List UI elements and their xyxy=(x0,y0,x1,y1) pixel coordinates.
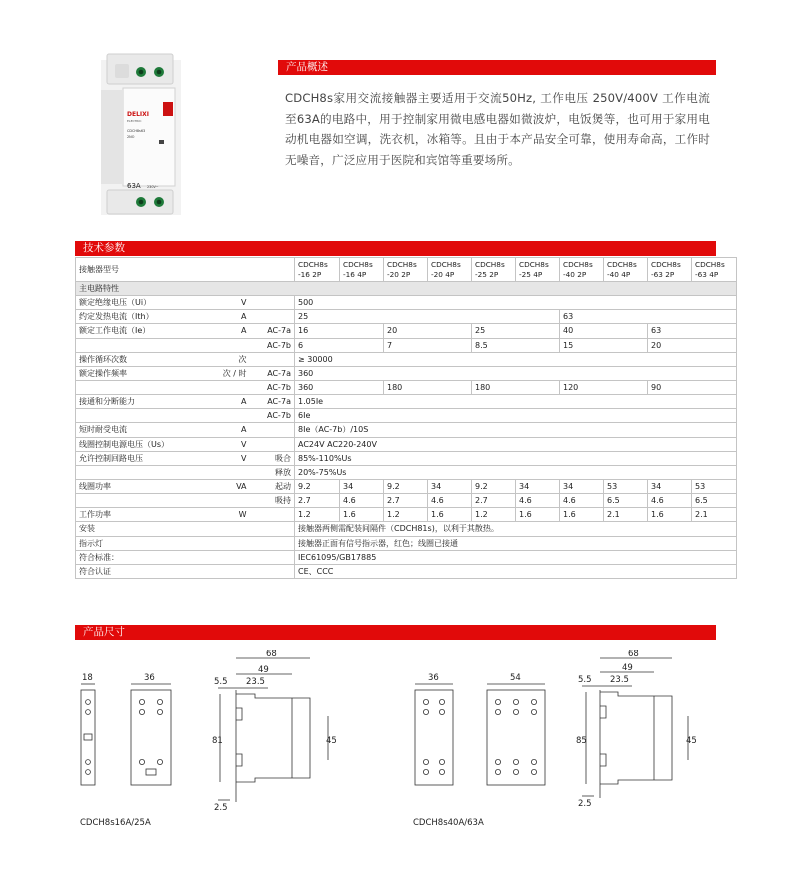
param-condition: 吸合 xyxy=(251,451,295,465)
small-depth-label: 49 xyxy=(258,665,269,675)
small-side-view xyxy=(218,658,328,802)
small-rail-height-label: 45 xyxy=(326,736,337,746)
model-name: CDCH8s xyxy=(343,259,373,269)
overview-title-bar xyxy=(278,60,716,75)
param-label: 额定操作频率 xyxy=(76,366,206,380)
model-variant: -25 2P xyxy=(475,269,499,279)
spec-table xyxy=(75,257,737,579)
spec-title: 技术参数 xyxy=(83,242,125,254)
model-variant: -16 2P xyxy=(298,269,322,279)
spec-row xyxy=(76,395,737,409)
param-condition xyxy=(251,423,295,437)
spec-row xyxy=(76,352,737,366)
model-header xyxy=(604,258,648,282)
overview-text: CDCH8s家用交流接触器主要适用于交流50Hz, 工作电压 250V/400V 工作电流至63A的电路中，用于控制家用微电感电器如微波炉，电饭煲等，也可用于家用电动机电器如空调，洗衣机，冰箱等。且由于本产品安全可靠，使用寿命高，工作时无噪音，广泛应用于医院和宾馆等重要场所。 xyxy=(285,91,710,167)
param-value: 360 xyxy=(295,366,737,380)
dimensions-title: 产品尺寸 xyxy=(83,626,125,638)
param-label: 约定发热电流（Ith） xyxy=(76,310,206,324)
dimensions-title-bar xyxy=(75,625,716,640)
large-total-width-label: 68 xyxy=(628,650,639,659)
param-condition xyxy=(251,508,295,522)
model-name: CDCH8s xyxy=(563,259,593,269)
large-offset-label: 5.5 xyxy=(578,675,592,685)
spec-row xyxy=(76,479,737,493)
param-value: 500 xyxy=(295,296,737,310)
photo-rating: 63A xyxy=(127,182,141,190)
param-value: 9.2 xyxy=(295,479,340,493)
param-value: 63 xyxy=(648,324,737,338)
spec-row xyxy=(76,550,737,564)
param-value: 40 xyxy=(560,324,648,338)
small-front-view xyxy=(81,684,95,785)
spec-row xyxy=(76,536,737,550)
spec-row xyxy=(76,522,737,536)
param-value: ≥ 30000 xyxy=(295,352,737,366)
param-unit xyxy=(206,465,251,479)
model-name: CDCH8s xyxy=(519,259,549,269)
model-header xyxy=(384,258,428,282)
param-value: 1.2 xyxy=(472,508,516,522)
param-condition: AC-7a xyxy=(251,324,295,338)
spec-row xyxy=(76,494,737,508)
param-value: 1.6 xyxy=(340,508,384,522)
param-value: 2.7 xyxy=(384,494,428,508)
param-condition: 释放 xyxy=(251,465,295,479)
spec-row xyxy=(76,338,737,352)
model-header xyxy=(692,258,737,282)
param-value: 1.2 xyxy=(384,508,428,522)
param-label xyxy=(76,338,206,352)
param-condition: AC-7a xyxy=(251,366,295,380)
param-value: 2.1 xyxy=(692,508,737,522)
spec-title-bar xyxy=(75,241,716,256)
param-value: 接触器两侧需配装间隔件（CDCH81s)，以利于其散热。 xyxy=(295,522,737,536)
param-value: 7 xyxy=(384,338,472,352)
model-variant: -40 2P xyxy=(563,269,587,279)
spec-row xyxy=(76,296,737,310)
large-depth-label: 49 xyxy=(622,663,633,673)
param-value: 63 xyxy=(560,310,737,324)
small-front2-width-label: 36 xyxy=(144,673,155,683)
section-title: 主电路特性 xyxy=(76,282,737,296)
spec-row xyxy=(76,310,737,324)
param-unit xyxy=(206,409,251,423)
param-label: 接通和分断能力 xyxy=(76,395,206,409)
param-value: 4.6 xyxy=(560,494,604,508)
model-variant: -20 2P xyxy=(387,269,411,279)
param-value: 4.6 xyxy=(516,494,560,508)
param-label: 额定绝缘电压（Ui） xyxy=(76,296,206,310)
param-condition: 吸持 xyxy=(251,494,295,508)
param-value: 9.2 xyxy=(384,479,428,493)
param-value: CE、CCC xyxy=(295,564,737,578)
param-condition xyxy=(251,550,295,564)
param-value: 90 xyxy=(648,380,737,394)
spec-row xyxy=(76,508,737,522)
model-name: CDCH8s xyxy=(607,259,637,269)
param-value: 20 xyxy=(384,324,472,338)
model-name: CDCH8s xyxy=(695,259,725,269)
model-variant: -20 4P xyxy=(431,269,455,279)
model-name: CDCH8s xyxy=(475,259,505,269)
param-label xyxy=(76,494,206,508)
param-label: 线圈控制电源电压（Us） xyxy=(76,437,206,451)
param-unit: 次 / 时 xyxy=(206,366,251,380)
model-variant: -40 4P xyxy=(607,269,631,279)
model-name: CDCH8s xyxy=(431,259,461,269)
large-front2-width-label: 54 xyxy=(510,673,521,683)
param-label: 工作功率 xyxy=(76,508,206,522)
model-name: CDCH8s xyxy=(298,259,328,269)
large-base-label: 2.5 xyxy=(578,799,592,809)
param-unit: A xyxy=(206,395,251,409)
param-unit: V xyxy=(206,451,251,465)
model-header xyxy=(428,258,472,282)
param-value: 6Ie xyxy=(295,409,737,423)
param-value: 1.2 xyxy=(295,508,340,522)
spec-row xyxy=(76,409,737,423)
param-unit: A xyxy=(206,324,251,338)
param-value: 34 xyxy=(516,479,560,493)
param-value: 20%-75%Us xyxy=(295,465,737,479)
model-variant: -16 4P xyxy=(343,269,367,279)
param-label xyxy=(76,465,206,479)
model-variant: -63 2P xyxy=(651,269,675,279)
model-name: CDCH8s xyxy=(387,259,417,269)
param-unit: A xyxy=(206,310,251,324)
param-value: 4.6 xyxy=(648,494,692,508)
param-unit xyxy=(206,536,251,550)
photo-brand-sub: ELECTRIC xyxy=(127,119,142,123)
param-label xyxy=(76,380,206,394)
param-unit: 次 xyxy=(206,352,251,366)
param-value: 34 xyxy=(560,479,604,493)
param-unit xyxy=(206,338,251,352)
param-unit: V xyxy=(206,437,251,451)
param-value: 85%-110%Us xyxy=(295,451,737,465)
param-condition xyxy=(251,536,295,550)
param-value: 34 xyxy=(648,479,692,493)
param-unit: W xyxy=(206,508,251,522)
large-front-width-label: 36 xyxy=(428,673,439,683)
overview-title: 产品概述 xyxy=(286,61,328,73)
param-value: 180 xyxy=(472,380,560,394)
photo-poles: 2NO xyxy=(127,135,135,139)
small-caption: CDCH8s16A/25A xyxy=(80,818,151,828)
large-side-view xyxy=(582,658,688,798)
model-header xyxy=(516,258,560,282)
param-condition xyxy=(251,310,295,324)
param-value: 8Ie（AC-7b）/10S xyxy=(295,423,737,437)
param-value: 6 xyxy=(295,338,384,352)
param-label: 允许控制回路电压 xyxy=(76,451,206,465)
small-total-width-label: 68 xyxy=(266,650,277,659)
param-value: 15 xyxy=(560,338,648,352)
dimension-drawings xyxy=(70,650,710,830)
large-rail-label: 23.5 xyxy=(610,675,629,685)
model-header xyxy=(560,258,604,282)
param-value: 20 xyxy=(648,338,737,352)
param-unit: A xyxy=(206,423,251,437)
param-value: 2.7 xyxy=(472,494,516,508)
model-header xyxy=(648,258,692,282)
large-front-view-4p xyxy=(487,684,545,785)
spec-row xyxy=(76,564,737,578)
param-value: 2.1 xyxy=(604,508,648,522)
small-height-label: 81 xyxy=(212,736,223,746)
param-condition: AC-7b xyxy=(251,338,295,352)
param-label: 符合标准： xyxy=(76,550,206,564)
param-condition xyxy=(251,522,295,536)
small-front-width-label: 18 xyxy=(82,673,93,683)
param-label: 短时耐受电流 xyxy=(76,423,206,437)
param-condition: 起动 xyxy=(251,479,295,493)
param-label: 线圈功率 xyxy=(76,479,206,493)
param-value: 1.6 xyxy=(428,508,472,522)
param-value: 25 xyxy=(472,324,560,338)
param-label: 操作循环次数 xyxy=(76,352,206,366)
param-condition xyxy=(251,296,295,310)
photo-brand: DELIXI xyxy=(127,111,149,118)
param-label: 安装 xyxy=(76,522,206,536)
model-label: 接触器型号 xyxy=(76,258,295,282)
param-unit xyxy=(206,494,251,508)
photo-model: CDCH8s63 xyxy=(127,129,146,133)
param-condition: AC-7b xyxy=(251,409,295,423)
param-unit xyxy=(206,550,251,564)
spec-row xyxy=(76,324,737,338)
spec-row xyxy=(76,423,737,437)
param-unit xyxy=(206,522,251,536)
spec-row xyxy=(76,437,737,451)
large-front-view xyxy=(415,684,453,785)
model-header xyxy=(340,258,384,282)
large-height-label: 85 xyxy=(576,736,587,746)
param-unit xyxy=(206,380,251,394)
param-value: 1.6 xyxy=(648,508,692,522)
param-value: 2.7 xyxy=(295,494,340,508)
param-value: 4.6 xyxy=(428,494,472,508)
large-rail-height-label: 45 xyxy=(686,736,697,746)
param-unit: V xyxy=(206,296,251,310)
model-header xyxy=(472,258,516,282)
param-label xyxy=(76,409,206,423)
param-value: 6.5 xyxy=(692,494,737,508)
param-value: IEC61095/GB17885 xyxy=(295,550,737,564)
param-value: 180 xyxy=(384,380,472,394)
param-value: 6.5 xyxy=(604,494,648,508)
param-unit xyxy=(206,564,251,578)
spec-row xyxy=(76,451,737,465)
spec-row xyxy=(76,465,737,479)
spec-section-row xyxy=(76,282,737,296)
product-photo xyxy=(95,50,190,222)
param-value: 34 xyxy=(340,479,384,493)
param-value: 53 xyxy=(604,479,648,493)
large-caption: CDCH8s40A/63A xyxy=(413,818,484,828)
param-condition xyxy=(251,564,295,578)
spec-row xyxy=(76,380,737,394)
small-front-view-2p xyxy=(131,684,171,785)
spec-row xyxy=(76,366,737,380)
param-value: 34 xyxy=(428,479,472,493)
model-variant: -25 4P xyxy=(519,269,543,279)
param-value: 4.6 xyxy=(340,494,384,508)
spec-header-row xyxy=(76,258,737,282)
model-header xyxy=(295,258,340,282)
param-condition: AC-7a xyxy=(251,395,295,409)
param-value: 16 xyxy=(295,324,384,338)
small-base-label: 2.5 xyxy=(214,803,228,813)
param-value: 接触器正面有信号指示器，红色；线圈已接通 xyxy=(295,536,737,550)
small-offset-label: 5.5 xyxy=(214,677,228,687)
param-value: 8.5 xyxy=(472,338,560,352)
photo-voltage: 230V~ xyxy=(147,185,159,189)
param-label: 符合认证 xyxy=(76,564,206,578)
param-unit: VA xyxy=(206,479,251,493)
param-label: 指示灯 xyxy=(76,536,206,550)
param-value: 25 xyxy=(295,310,560,324)
param-condition xyxy=(251,352,295,366)
param-condition xyxy=(251,437,295,451)
param-value: 1.05Ie xyxy=(295,395,737,409)
param-value: 1.6 xyxy=(516,508,560,522)
param-condition: AC-7b xyxy=(251,380,295,394)
param-label: 额定工作电流（Ie） xyxy=(76,324,206,338)
param-value: 360 xyxy=(295,380,384,394)
param-value: 120 xyxy=(560,380,648,394)
small-rail-label: 23.5 xyxy=(246,677,265,687)
param-value: 53 xyxy=(692,479,737,493)
param-value: 9.2 xyxy=(472,479,516,493)
param-value: AC24V AC220-240V xyxy=(295,437,737,451)
param-value: 1.6 xyxy=(560,508,604,522)
model-name: CDCH8s xyxy=(651,259,681,269)
model-variant: -63 4P xyxy=(695,269,719,279)
